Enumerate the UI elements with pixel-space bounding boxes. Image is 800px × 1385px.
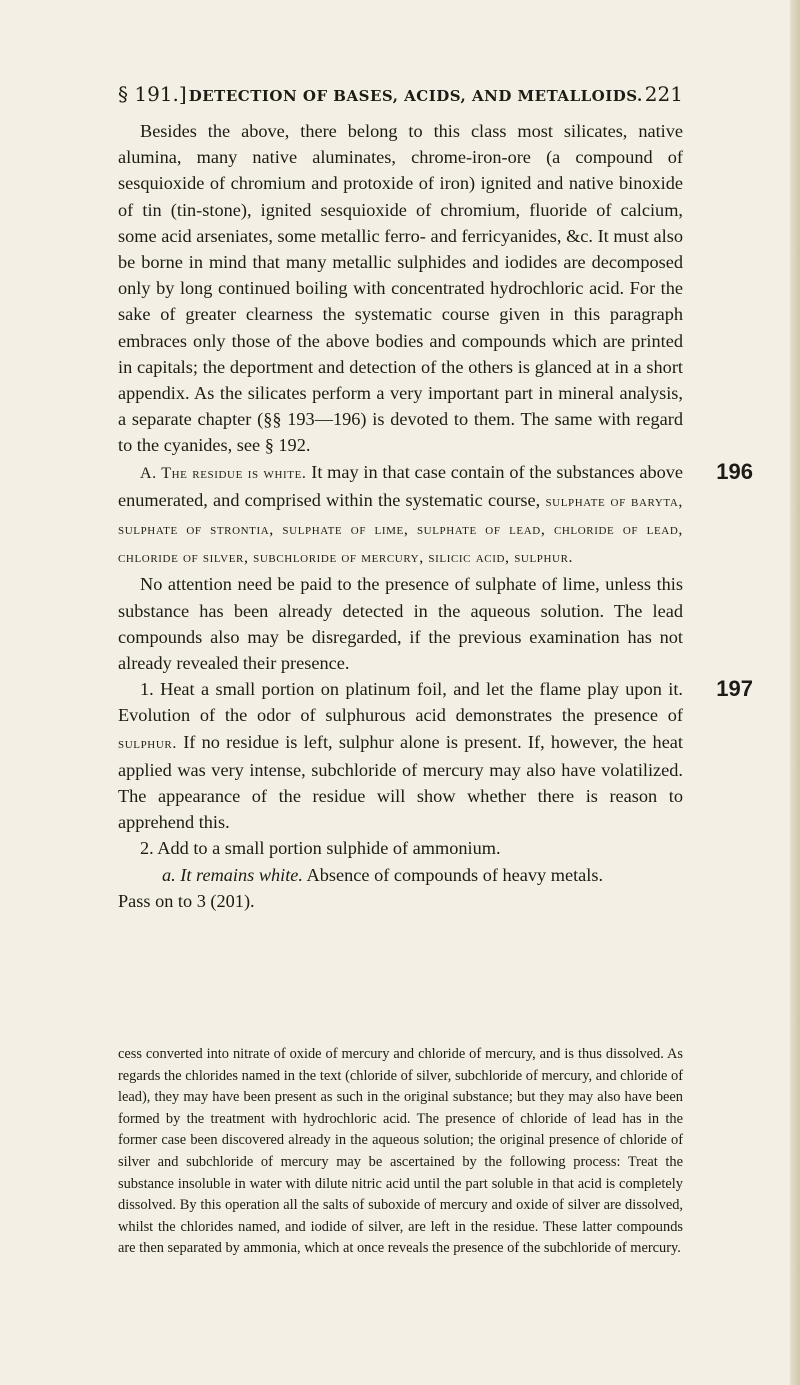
step-2a-label: a. It remains white. <box>162 864 303 885</box>
paragraph-a-wrap <box>118 458 753 572</box>
paragraph-a-label: A. The residue is white. <box>140 464 307 482</box>
page-header <box>118 82 683 106</box>
step-2a-text: Absence of compounds of heavy metals. <box>303 864 604 885</box>
step-1-before: 1. Heat a small portion on platinum foil, and let the flame play upon it. Evolution of the odor of sulphurous acid demonstrates the presence of <box>118 679 683 726</box>
paragraph-step-1 <box>118 676 683 835</box>
paragraph-a-text: It may in that case contain of the substances above enumerated, and comprised within the systematic course, <box>118 461 683 510</box>
margin-number-197: 197 <box>716 676 753 702</box>
running-head: DETECTION OF BASES, ACIDS, AND METALLOIDS. <box>188 87 643 105</box>
paragraph-a <box>118 459 683 572</box>
paragraph-pass-on: Pass on to 3 (201). <box>118 890 255 911</box>
footnote <box>118 1044 683 1260</box>
paragraph-1-wrap <box>118 676 753 835</box>
page-edge <box>790 0 800 1385</box>
paragraph-step-2: 2. Add to a small portion sulphide of ammonium. <box>140 838 501 859</box>
page-number: 221 <box>644 82 683 106</box>
footnote-text: cess converted into nitrate of oxide of mercury and chloride of mercury, and is thus dissolved. As regards the chlorides named in the text (chloride of silver, subchloride of mercury, and chloride of lead), they may have been present as such in the original substance; but they may also have been formed by the treatment with hydrochloric acid. The presence of chloride of lead has in the former case been discovered already in the aqueous solution; the original presence of chloride of silver and subchloride of mercury may be ascertained by the following process: Treat the substance insoluble in water with dilute nitric acid until the part soluble in that acid is completely dissolved. By this operation all the salts of suboxide of mercury and oxide of silver are dissolved, whilst the chlorides named, and iodide of silver, are left in the residue. These latter compounds are then separated by ammonia, which at once reveals the presence of the subchloride of mercury. <box>118 1046 683 1257</box>
main-text <box>118 118 753 914</box>
margin-number-196: 196 <box>716 458 753 484</box>
section-reference: § 191.] <box>118 82 187 106</box>
paragraph-attention: No attention need be paid to the presence of sulphate of lime, unless this substance has been already detected in the aqueous solution. The lead compounds also may be disregarded, if the previous examination has not already revealed their presence. <box>118 574 683 674</box>
step-1-after: If no residue is left, sulphur alone is present. If, however, the heat applied was very intense, subchloride of mercury may also have volatilized. The appearance of the residue will show whether there is reason to apprehend this. <box>118 731 683 833</box>
step-1-caps: sulphur. <box>118 734 177 752</box>
paragraph-a-caps: sulphate of baryta, sulphate of strontia, sulphate of lime, sulphate of lead, chloride of lead, chloride of silver, subchloride of mercury, silicic acid, sulphur. <box>118 492 683 567</box>
paragraph-intro: Besides the above, there belong to this class most silicates, native alumina, many native aluminates, chrome-iron-ore (a compound of sesquioxide of chromium and protoxide of iron) ignited and native binoxide of tin (tin-stone), ignited sesquioxide of chromium, fluoride of calcium, some acid arseniates, some metallic ferro- and ferricyanides, &c. It must also be borne in mind that many metallic sulphides and iodides are decomposed only by long continued boiling with concentrated hydrochloric acid. For the sake of greater clearness the systematic course given in this paragraph embraces only those of the above bodies and compounds which are printed in capitals; the deportment and detection of the others is glanced at in a short appendix. As the silicates perform a very important part in mineral analysis, a separate chapter (§§ 193—196) is devoted to them. The same with regard to the cyanides, see § 192. <box>118 121 683 456</box>
paragraph-step-2a <box>118 862 683 888</box>
